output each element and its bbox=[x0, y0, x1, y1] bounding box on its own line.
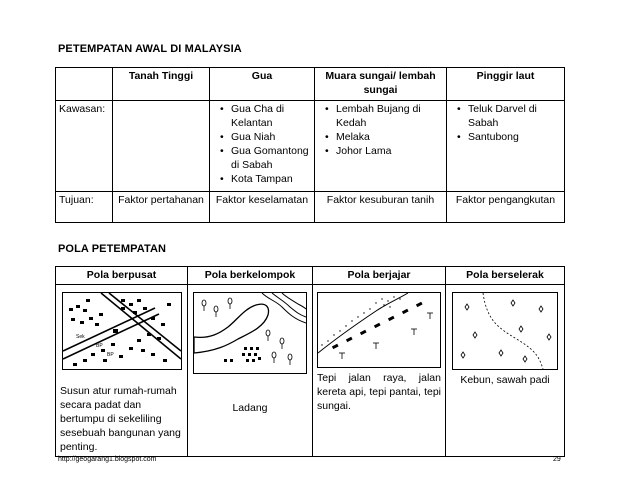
list-item: • Johor Lama bbox=[336, 144, 443, 158]
map-label-sek: Sek bbox=[75, 334, 85, 340]
kawasan-label: Kawasan: bbox=[56, 101, 113, 192]
header-tanah-tinggi: Tanah Tinggi bbox=[113, 68, 210, 101]
caption-pola-berjajar: Tepi jalan raya, jalan kereta api, tepi pantai, tepi sungai. bbox=[317, 372, 441, 412]
tujuan-gua: Faktor keselamatan bbox=[210, 192, 315, 223]
cell-pola-berkelompok bbox=[188, 285, 313, 457]
header-pola-berkelompok: Pola berkelompok bbox=[188, 267, 313, 285]
tujuan-pinggir: Faktor pengangkutan bbox=[447, 192, 565, 223]
house-markers bbox=[224, 347, 261, 362]
list-item: • Gua Gomantong di Sabah bbox=[231, 144, 311, 172]
section-title-pola-petempatan: POLA PETEMPATAN bbox=[58, 243, 167, 255]
tree-markers bbox=[339, 313, 433, 359]
list-item: • Lembah Bujang di Kedah bbox=[336, 102, 443, 130]
nucleated-settlement-map bbox=[62, 292, 182, 370]
cell-pola-berselerak bbox=[446, 285, 565, 457]
header-pinggir-laut: Pinggir laut bbox=[447, 68, 565, 101]
map-label-bp: BP bbox=[106, 352, 114, 358]
linear-settlement-map bbox=[317, 292, 441, 368]
petempatan-awal-table bbox=[55, 67, 565, 223]
list-item: • Teluk Darvel di Sabah bbox=[468, 102, 561, 130]
list-item: • Santubong bbox=[468, 130, 561, 144]
header-pola-berjajar: Pola berjajar bbox=[313, 267, 446, 285]
list-item: • Gua Cha di Kelantan bbox=[231, 102, 311, 130]
tree-markers bbox=[202, 298, 292, 365]
footer-url[interactable]: http://geogarang1.blogspot.com bbox=[58, 456, 157, 463]
header-blank bbox=[56, 68, 113, 101]
kawasan-tanah-tinggi bbox=[113, 101, 210, 192]
list-item: • Melaka bbox=[336, 130, 443, 144]
cell-pola-berpusat bbox=[56, 285, 188, 457]
caption-pola-berkelompok: Ladang bbox=[232, 402, 268, 414]
caption-pola-berpusat: Susun atur rumah-rumah secara padat dan bertumpu di sekeliling sesebuah bangunan yang penting. bbox=[60, 385, 181, 453]
dispersed-settlement-map bbox=[452, 292, 558, 370]
kawasan-gua bbox=[210, 101, 315, 192]
pola-petempatan-table bbox=[55, 266, 565, 457]
list-item: • Kota Tampan bbox=[231, 172, 311, 186]
house-markers bbox=[461, 300, 551, 362]
tujuan-muara: Faktor kesuburan tanih bbox=[315, 192, 447, 223]
house-markers bbox=[332, 302, 423, 349]
caption-pola-berselerak: Kebun, sawah padi bbox=[460, 374, 550, 386]
list-item: • Gua Niah bbox=[231, 130, 311, 144]
tujuan-label: Tujuan: bbox=[56, 192, 113, 223]
tujuan-tanah-tinggi: Faktor pertahanan bbox=[113, 192, 210, 223]
cell-pola-berjajar bbox=[313, 285, 446, 457]
header-muara-sungai: Muara sungai/ lembah sungai bbox=[315, 68, 447, 101]
header-gua: Gua bbox=[210, 68, 315, 101]
clustered-settlement-map bbox=[193, 292, 307, 374]
header-pola-berselerak: Pola berselerak bbox=[446, 267, 565, 285]
kawasan-muara bbox=[315, 101, 447, 192]
header-pola-berpusat: Pola berpusat bbox=[56, 267, 188, 285]
page-number: 29 bbox=[553, 456, 561, 463]
map-label-bp: BP bbox=[95, 343, 103, 349]
section-title-petempatan-awal: PETEMPATAN AWAL DI MALAYSIA bbox=[58, 43, 242, 55]
kawasan-pinggir bbox=[447, 101, 565, 192]
